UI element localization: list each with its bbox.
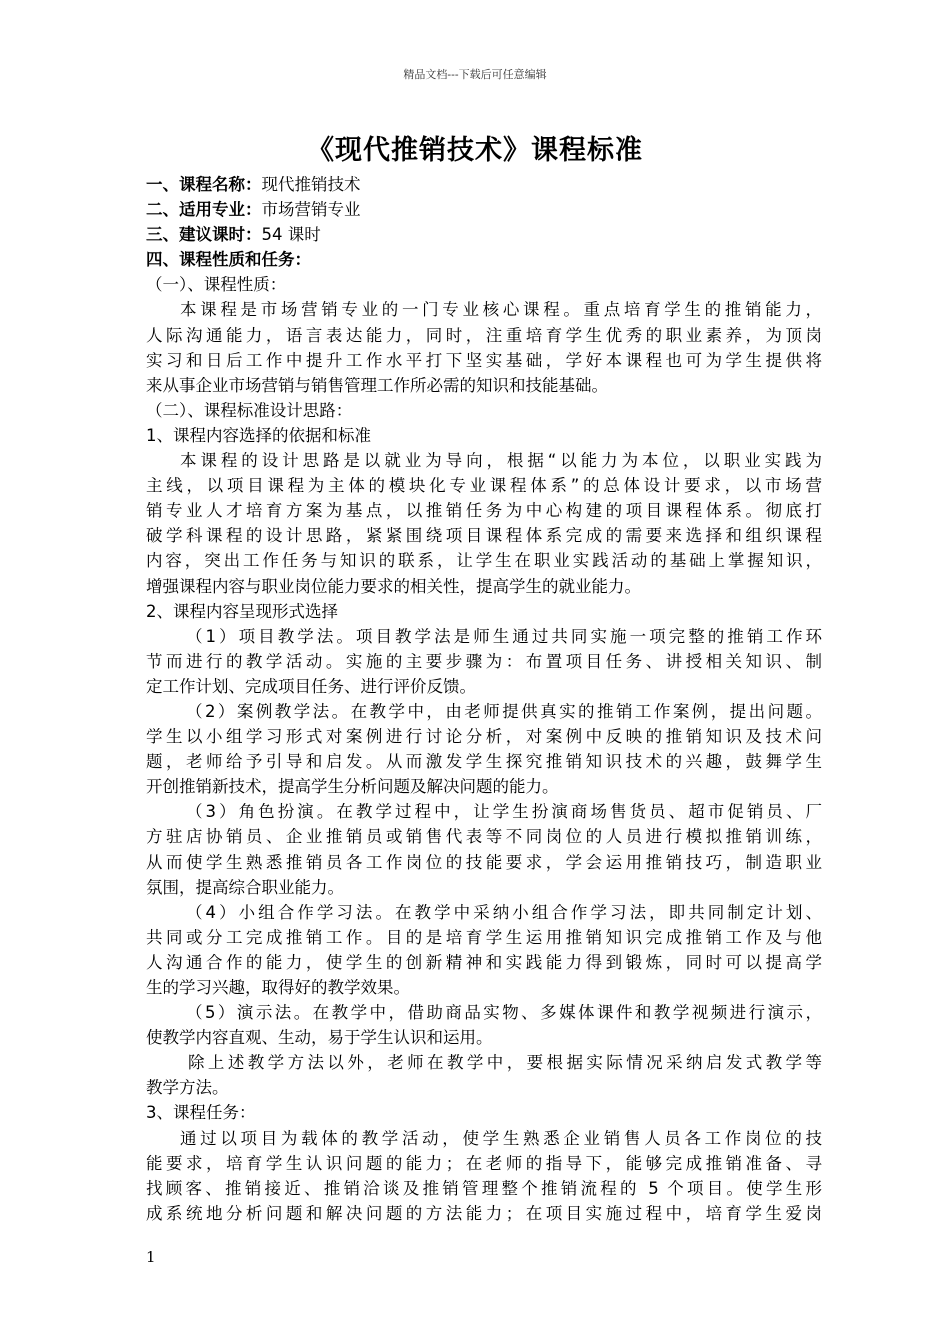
subsection-heading: 2、课程内容呈现形式选择	[146, 601, 338, 621]
paragraph-design-idea	[146, 448, 822, 599]
paragraph-line: 内容，突出工作任务与知识的联系，让学生在职业实践活动的基础上掌握知识，	[146, 551, 822, 571]
paragraph-line: 方驻店协销员、企业推销员或销售代表等不同岗位的人员进行模拟推销训练，	[146, 827, 822, 847]
item-label: 四、课程性质和任务：	[146, 250, 311, 270]
paragraph-line: 找顾客、推销接近、推销洽谈及推销管理整个推销流程的 5 个项目。使学生形	[146, 1178, 822, 1198]
item-value: 54 课时	[261, 225, 321, 245]
paragraph-line: 本课程是市场营销专业的一门专业核心课程。重点培育学生的推销能力，	[180, 300, 822, 320]
paragraph-course-tasks	[146, 1126, 822, 1226]
item-value: 现代推销技术	[261, 175, 361, 194]
paragraph-line: 通过以项目为载体的教学活动，使学生熟悉企业销售人员各工作岗位的技	[180, 1128, 822, 1148]
paragraph-line: 能要求，培育学生认识问题的能力；在老师的指导下，能够完成推销准备、寻	[146, 1153, 822, 1173]
paragraph-line: （4）小组合作学习法。在教学中采纳小组合作学习法，即共同制定计划、	[186, 902, 822, 922]
item-hours	[146, 222, 822, 247]
paragraph-line: 实习和日后工作中提升工作水平打下坚实基础，学好本课程也可为学生提供将	[146, 350, 822, 370]
paragraph-line: 人沟通合作的能力，使学生的创新精神和实践能力得到锻炼，同时可以提高学	[146, 952, 822, 972]
item-label: 二、适用专业：	[146, 200, 262, 220]
item-value: 市场营销专业	[261, 200, 361, 220]
paragraph-course-nature	[146, 297, 822, 397]
paragraph-line: 除上述教学方法以外，老师在教学中，要根据实际情况采纳启发式教学等	[188, 1053, 822, 1073]
paragraph-line: 增强课程内容与职业岗位能力要求的相关性，提高学生的就业能力。	[146, 576, 641, 596]
paragraph-line: 生的学习兴趣，取得好的教学效果。	[146, 978, 410, 997]
subsection-heading: 1、课程内容选择的依据和标准	[146, 425, 371, 445]
document-body	[146, 172, 822, 1226]
paragraph-line: 学生以小组学习形式对案例进行讨论分析，对案例中反映的推销知识及技术问	[146, 727, 822, 747]
section-heading: （一）、课程性质：	[146, 275, 287, 295]
paragraph-line: 题，老师给予引导和启发。从而激发学生探究推销知识技术的兴趣，鼓舞学生	[146, 752, 822, 772]
paragraph-line: （3）角色扮演。在教学过程中，让学生扮演商场售货员、超市促销员、厂	[186, 802, 822, 822]
paragraph-method-3	[146, 799, 822, 899]
paragraph-line: 氛围，提高综合职业能力。	[146, 877, 344, 897]
document-title: 《现代推销技术》课程标准	[307, 135, 643, 166]
paragraph-line: 销专业人才培育方案为基点，以推销任务为中心构建的项目课程体系。彻底打	[146, 501, 822, 521]
paragraph-method-2	[146, 699, 822, 799]
paragraph-line: 主线，以项目课程为主体的模块化专业课程体系”的总体设计要求，以市场营	[146, 476, 822, 496]
item-major	[146, 197, 822, 222]
paragraph-line: 教学方法。	[146, 1078, 229, 1098]
header-note: 精品文档---下载后可任意编辑	[403, 68, 547, 81]
paragraph-line: 开创推销新技术，提高学生分析问题及解决问题的能力。	[146, 777, 559, 797]
subsection-heading: 3、课程任务：	[146, 1103, 256, 1123]
paragraph-line: （2）案例教学法。在教学中，由老师提供真实的推销工作案例，提出问题。	[186, 701, 822, 721]
page-number: 1	[146, 1248, 156, 1266]
paragraph-line: 从而使学生熟悉推销员各工作岗位的技能要求，学会运用推销技巧，制造职业	[146, 852, 822, 872]
section-heading: （二）、课程标准设计思路：	[146, 400, 353, 420]
item-course-name	[146, 172, 822, 197]
paragraph-line: 来从事企业市场营销与销售管理工作所必需的知识和技能基础。	[146, 375, 608, 395]
paragraph-line: 成系统地分析问题和解决问题的方法能力；在项目实施过程中，培育学生爱岗	[146, 1203, 822, 1223]
paragraph-line: （1）项目教学法。项目教学法是师生通过共同实施一项完整的推销工作环	[186, 626, 822, 646]
paragraph-line: （5）演示法。在教学中，借助商品实物、多媒体课件和教学视频进行演示，	[186, 1003, 822, 1023]
paragraph-method-1	[146, 624, 822, 699]
paragraph-other-methods	[146, 1050, 822, 1100]
paragraph-line: 使教学内容直观、生动，易于学生认识和运用。	[146, 1028, 493, 1048]
paragraph-line: 节而进行的教学活动。实施的主要步骤为：布置项目任务、讲授相关知识、制	[146, 651, 822, 671]
item-label: 三、建议课时：	[146, 225, 262, 245]
paragraph-line: 破学科课程的设计思路，紧紧围绕项目课程体系完成的需要来选择和组织课程	[146, 526, 822, 546]
paragraph-method-4	[146, 900, 822, 1000]
paragraph-line: 共同或分工完成推销工作。目的是培育学生运用推销知识完成推销工作及与他	[146, 927, 822, 947]
item-label: 一、课程名称：	[146, 175, 262, 194]
paragraph-line: 人际沟通能力，语言表达能力，同时，注重培育学生优秀的职业素养，为顶岗	[146, 325, 822, 345]
paragraph-method-5	[146, 1000, 822, 1050]
paragraph-line: 本课程的设计思路是以就业为导向，根据“以能力为本位，以职业实践为	[180, 451, 822, 471]
item-nature	[146, 247, 822, 272]
paragraph-line: 定工作计划、完成项目任务、进行评价反馈。	[146, 676, 476, 696]
